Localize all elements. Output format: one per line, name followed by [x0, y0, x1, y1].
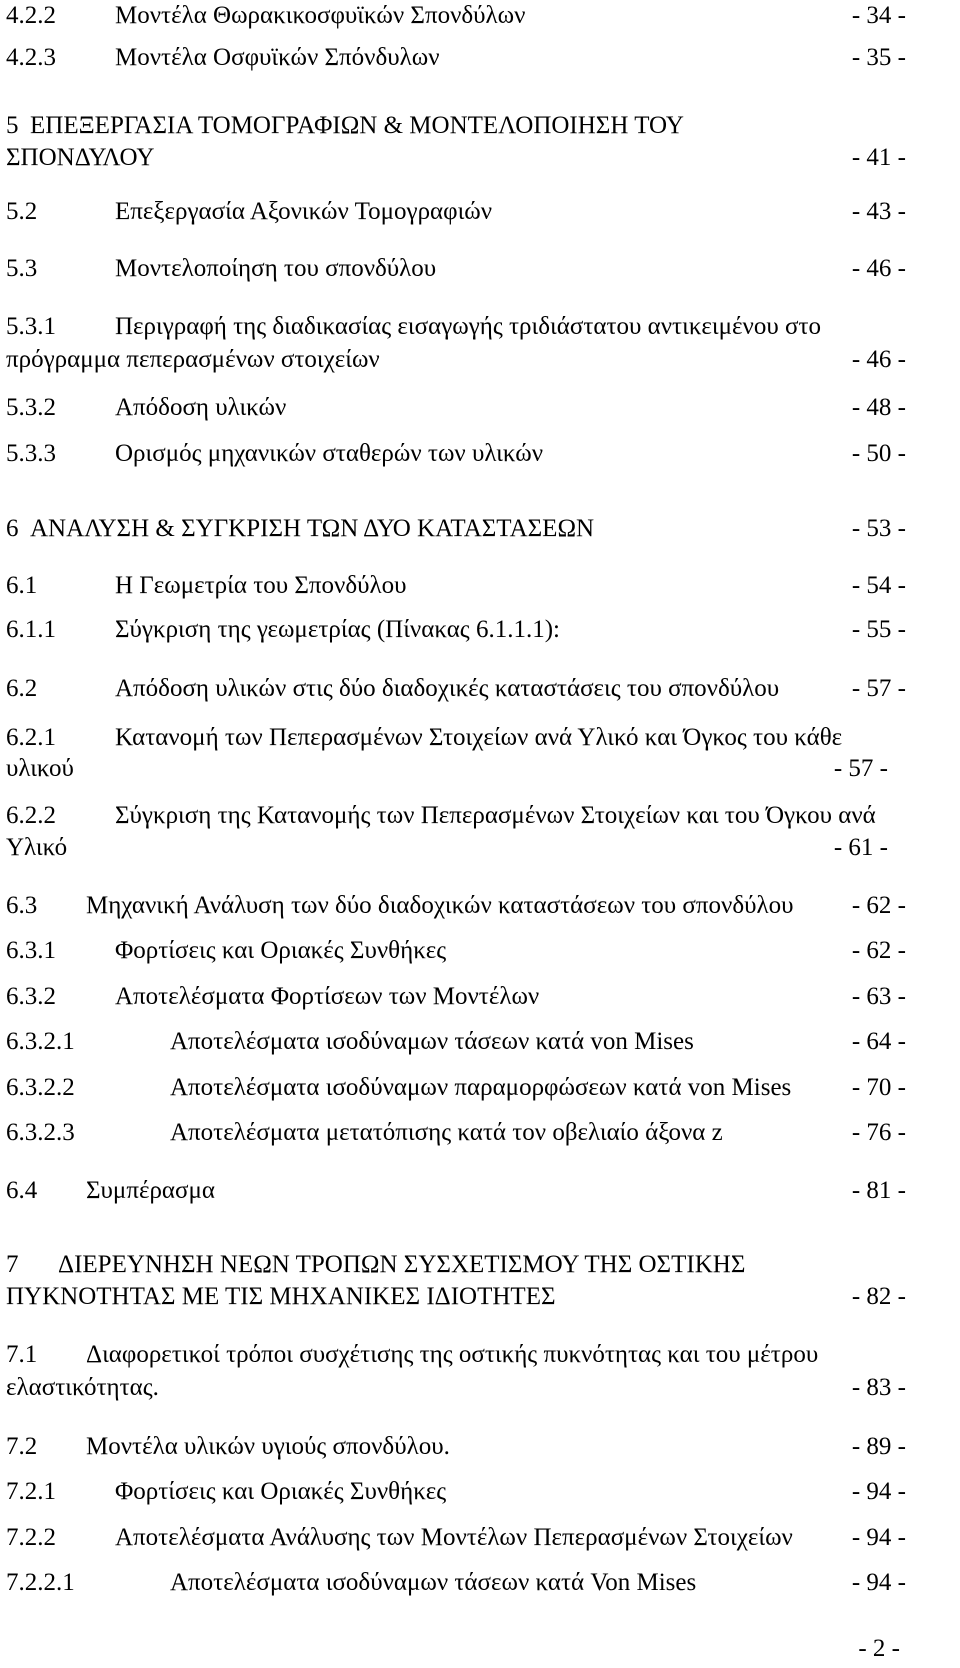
toc-entry-number: 6.3.1 [6, 937, 56, 964]
toc-entry-title: Φορτίσεις και Οριακές Συνθήκες [115, 1478, 447, 1505]
toc-entry-title: Ορισμός μηχανικών σταθερών των υλικών [115, 440, 544, 467]
toc-entry[interactable] [6, 1117, 906, 1149]
toc-entry-page: - 70 - [851, 1074, 906, 1101]
toc-entry-continuation[interactable] [6, 832, 906, 864]
toc-entry-number: 6 [6, 515, 19, 542]
toc-entry[interactable] [6, 42, 906, 74]
toc-entry[interactable] [6, 570, 906, 602]
toc-entry-page: - 62 - [851, 892, 906, 919]
toc-entry-title: Κατανομή των Πεπερασμένων Στοιχείων ανά Υλικό και Όγκος του κάθε [115, 724, 843, 751]
toc-entry-title: Αποτελέσματα Φορτίσεων των Μοντέλων [115, 983, 540, 1010]
toc-entry-title: Μοντέλα υλικών υγιούς σπονδύλου. [86, 1433, 450, 1460]
toc-entry-page: - 53 - [851, 515, 906, 542]
toc-entry-page: - 46 - [851, 255, 906, 282]
toc-entry-page: - 64 - [851, 1028, 906, 1055]
toc-entry-title: Η Γεωμετρία του Σπονδύλου [115, 572, 407, 599]
toc-entry-title-continuation: υλικού [6, 755, 74, 782]
toc-chapter-entry[interactable] [6, 1249, 906, 1281]
toc-entry-number: 5.3.3 [6, 440, 56, 467]
toc-entry-title: Διαφορετικοί τρόποι συσχέτισης της οστικής πυκνότητας και του μέτρου [86, 1341, 819, 1368]
toc-entry-page: - 61 - [833, 834, 888, 861]
toc-entry-number: 6.4 [6, 1177, 38, 1204]
toc-entry[interactable] [6, 196, 906, 228]
toc-entry-continuation[interactable] [6, 1281, 906, 1313]
toc-entry-number: 7 [6, 1251, 19, 1278]
toc-entry-title: Μοντελοποίηση του σπονδύλου [115, 255, 437, 282]
toc-chapter-entry[interactable] [6, 110, 906, 142]
toc-entry-number: 6.2 [6, 675, 38, 702]
toc-entry-title-continuation: ελαστικότητας. [6, 1374, 159, 1401]
toc-entry-title: Αποτελέσματα μετατόπισης κατά τον οβελιαίο άξονα z [170, 1119, 723, 1146]
toc-entry-continuation[interactable] [6, 1372, 906, 1404]
toc-entry-number: 6.3 [6, 892, 38, 919]
toc-entry-number: 5.3 [6, 255, 38, 282]
toc-entry[interactable] [6, 614, 906, 646]
toc-entry-page: - 62 - [851, 937, 906, 964]
toc-entry[interactable] [6, 981, 906, 1013]
toc-entry-number: 5.3.1 [6, 313, 56, 340]
toc-entry[interactable] [6, 438, 906, 470]
toc-entry-page: - 89 - [851, 1433, 906, 1460]
toc-entry[interactable] [6, 1522, 906, 1554]
toc-entry-title-continuation: πρόγραμμα πεπερασμένων στοιχείων [6, 346, 380, 373]
toc-entry-page: - 35 - [851, 44, 906, 71]
toc-entry-page: - 76 - [851, 1119, 906, 1146]
toc-entry[interactable] [6, 253, 906, 285]
toc-entry-title: Αποτελέσματα ισοδύναμων τάσεων κατά Von Mises [170, 1569, 697, 1596]
toc-entry-page: - 94 - [851, 1478, 906, 1505]
toc-entry[interactable] [6, 0, 906, 32]
toc-entry-number: 7.2.2.1 [6, 1569, 75, 1596]
toc-entry[interactable] [6, 1072, 906, 1104]
toc-entry-title: Απόδοση υλικών [115, 394, 287, 421]
toc-entry-number: 6.3.2.1 [6, 1028, 75, 1055]
toc-entry-title: Απόδοση υλικών στις δύο διαδοχικές καταστάσεις του σπονδύλου [115, 675, 780, 702]
toc-entry[interactable] [6, 1431, 906, 1463]
toc-entry[interactable] [6, 673, 906, 705]
toc-entry[interactable] [6, 800, 906, 832]
toc-entry-title: Αποτελέσματα ισοδύναμων τάσεων κατά von Mises [170, 1028, 694, 1055]
toc-entry-number: 6.2.2 [6, 802, 56, 829]
toc-entry-page: - 48 - [851, 394, 906, 421]
toc-entry-continuation[interactable] [6, 753, 906, 785]
toc-entry-continuation[interactable] [6, 344, 906, 376]
toc-entry-page: - 46 - [851, 346, 906, 373]
toc-entry[interactable] [6, 1339, 906, 1371]
toc-entry-title-continuation: ΠΥΚΝΟΤΗΤΑΣ ΜΕ ΤΙΣ ΜΗΧΑΝΙΚΕΣ ΙΔΙΟΤΗΤΕΣ [6, 1283, 556, 1310]
toc-entry-page: - 54 - [851, 572, 906, 599]
toc-entry-title: Σύγκριση της γεωμετρίας (Πίνακας 6.1.1.1): [115, 616, 560, 643]
toc-entry[interactable] [6, 1567, 906, 1599]
toc-entry-title: Σύγκριση της Κατανομής των Πεπερασμένων Στοιχείων και του Όγκου ανά [115, 802, 876, 829]
toc-entry-continuation[interactable] [6, 142, 906, 174]
toc-entry-title: Συμπέρασμα [86, 1177, 216, 1204]
toc-entry-number: 6.3.2 [6, 983, 56, 1010]
toc-entry-number: 6.2.1 [6, 724, 56, 751]
toc-entry-page: - 94 - [851, 1569, 906, 1596]
toc-entry[interactable] [6, 1175, 906, 1207]
toc-entry[interactable] [6, 890, 906, 922]
toc-entry-title-continuation: ΣΠΟΝΔΥΛΟΥ [6, 144, 155, 171]
toc-entry-number: 6.1 [6, 572, 38, 599]
toc-entry-page: - 94 - [851, 1524, 906, 1551]
toc-entry-number: 7.1 [6, 1341, 38, 1368]
toc-entry-number: 4.2.2 [6, 2, 56, 29]
toc-entry-title: Περιγραφή της διαδικασίας εισαγωγής τριδιάστατου αντικειμένου στο [115, 313, 822, 340]
toc-entry[interactable] [6, 1026, 906, 1058]
toc-entry-title: ΕΠΕΞΕΡΓΑΣΙΑ ΤΟΜΟΓΡΑΦΙΩΝ & ΜΟΝΤΕΛΟΠΟΙΗΣΗ ΤΟΥ [30, 112, 684, 139]
toc-entry-page: - 57 - [833, 755, 888, 782]
toc-entry-page: - 83 - [851, 1374, 906, 1401]
toc-entry-title: Μοντέλα Οσφυϊκών Σπόνδυλων [115, 44, 440, 71]
toc-entry-number: 7.2 [6, 1433, 38, 1460]
toc-entry-number: 5.3.2 [6, 394, 56, 421]
toc-entry-number: 7.2.1 [6, 1478, 56, 1505]
toc-entry[interactable] [6, 311, 906, 343]
toc-entry-title-continuation: Υλικό [6, 834, 68, 861]
toc-entry[interactable] [6, 935, 906, 967]
toc-entry-page: - 81 - [851, 1177, 906, 1204]
toc-entry-page: - 34 - [851, 2, 906, 29]
toc-entry-title: Μηχανική Ανάλυση των δύο διαδοχικών καταστάσεων του σπονδύλου [86, 892, 794, 919]
toc-entry-number: 6.3.2.3 [6, 1119, 75, 1146]
toc-entry-page: - 43 - [851, 198, 906, 225]
toc-entry-page: - 82 - [851, 1283, 906, 1310]
toc-entry-page: - 50 - [851, 440, 906, 467]
toc-entry-number: 5 [6, 112, 19, 139]
toc-entry-page: - 55 - [851, 616, 906, 643]
footer-page-number: - 2 - [858, 1635, 900, 1662]
toc-entry-number: 6.3.2.2 [6, 1074, 75, 1101]
toc-entry[interactable] [6, 392, 906, 424]
toc-entry-title: Επεξεργασία Αξονικών Τομογραφιών [115, 198, 493, 225]
toc-entry[interactable] [6, 1476, 906, 1508]
toc-entry-number: 7.2.2 [6, 1524, 56, 1551]
toc-entry-title: Αποτελέσματα Ανάλυσης των Μοντέλων Πεπερασμένων Στοιχείων [115, 1524, 793, 1551]
toc-entry-page: - 41 - [851, 144, 906, 171]
toc-entry-number: 6.1.1 [6, 616, 56, 643]
toc-entry-title: Φορτίσεις και Οριακές Συνθήκες [115, 937, 447, 964]
toc-entry-title: Μοντέλα Θωρακικοσφυϊκών Σπονδύλων [115, 2, 526, 29]
toc-entry-title: Αποτελέσματα ισοδύναμων παραμορφώσεων κατά von Mises [170, 1074, 792, 1101]
toc-entry-page: - 63 - [851, 983, 906, 1010]
toc-entry-title: ΑΝΑΛΥΣΗ & ΣΥΓΚΡΙΣΗ ΤΩΝ ΔΥΟ ΚΑΤΑΣΤΑΣΕΩΝ [30, 515, 595, 542]
toc-entry-number: 5.2 [6, 198, 38, 225]
toc-entry-number: 4.2.3 [6, 44, 56, 71]
toc-entry[interactable] [6, 722, 906, 754]
toc-entry-page: - 57 - [851, 675, 906, 702]
toc-entry-title: ΔΙΕΡΕΥΝΗΣΗ ΝΕΩΝ ΤΡΟΠΩΝ ΣΥΣΧΕΤΙΣΜΟΥ ΤΗΣ ΟΣΤΙΚΗΣ [58, 1251, 746, 1278]
toc-chapter-entry[interactable] [6, 513, 906, 545]
